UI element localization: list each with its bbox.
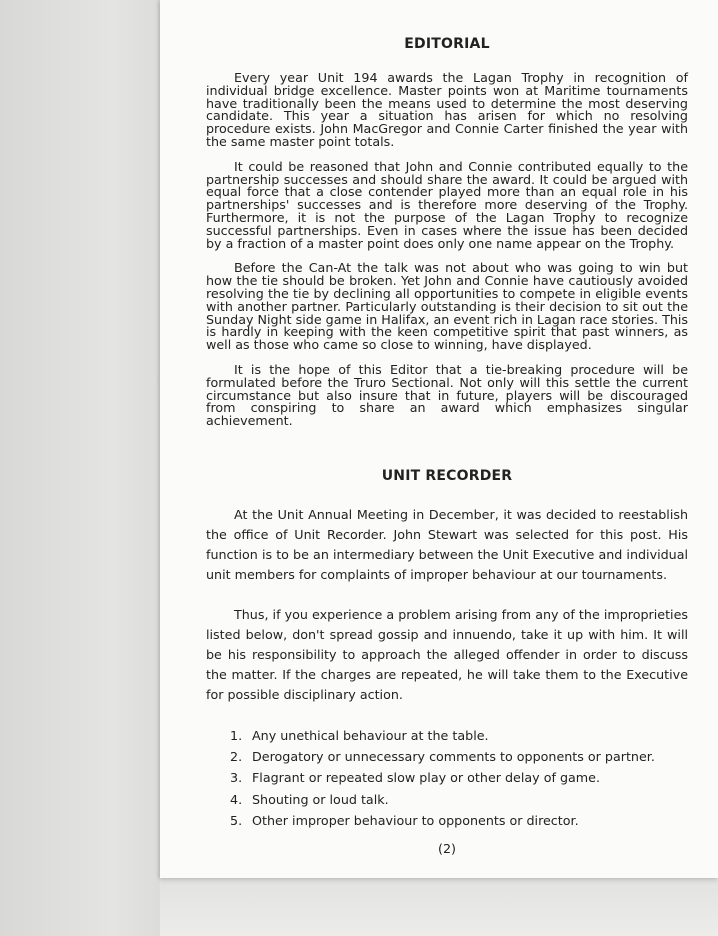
- editorial-paragraph-3: Before the Can-At the talk was not about who was going to win but how the tie should be broken. Yet John and Connie have cautiously avoided resolving the tie by declining all opportunities to compete in eligible events with another partner. Particularly outstanding is their decision to sit out the Sunday Night side game in Halifax, an event rich in Lagan race stories. This is hardly in keeping with the keen competitive spirit that past winners, as well as those who came so close to winning, have displayed.: [206, 260, 688, 353]
- list-item-text: Other improper behaviour to opponents or director.: [252, 812, 579, 828]
- editorial-paragraph-4: It is the hope of this Editor that a tie-breaking procedure will be formulated before the Truro Sectional. Not only will this settle the current circumstance but also insure that in future, players will be discouraged from conspiring to share an award which emphasizes singular achievement.: [206, 361, 688, 429]
- unit-recorder-paragraph-1: At the Unit Annual Meeting in December, it was decided to reestablish the office of Unit Recorder. John Stewart was selected for this post. His function is to be an intermediary between the Unit Executive and individual unit members for complaints of improper behaviour at our tournaments.: [206, 506, 688, 582]
- list-item-text: Shouting or loud talk.: [252, 791, 389, 807]
- document-page: [160, 0, 718, 878]
- list-item-number: 5.: [230, 812, 243, 828]
- list-item-number: 4.: [230, 791, 243, 807]
- list-item-text: Flagrant or repeated slow play or other delay of game.: [252, 770, 600, 786]
- page-number: (2): [438, 840, 456, 856]
- list-item: [230, 767, 688, 788]
- list-item: [230, 810, 688, 831]
- list-item: [230, 789, 688, 810]
- list-item-number: 1.: [230, 727, 243, 743]
- unit-recorder-title: UNIT RECORDER: [381, 467, 513, 484]
- list-item-text: Derogatory or unnecessary comments to opponents or partner.: [252, 749, 655, 765]
- editorial-title: EDITORIAL: [404, 36, 490, 52]
- editorial-paragraph-2: It could be reasoned that John and Connie contributed equally to the partnership successes and should share the award. It could be argued with equal force that a close contender played more than an equal role in his partnerships' successes and is therefore more deserving of the Trophy. Furthermore, it is not the purpose of the Lagan Trophy to recognize successful partnerships. Even in cases where the issue has been decided by a fraction of a master point does only one name appear on the Trophy.: [206, 158, 688, 251]
- list-item: [230, 746, 688, 767]
- list-item-text: Any unethical behaviour at the table.: [252, 727, 489, 743]
- page-content: [206, 36, 688, 856]
- editorial-paragraph-1: Every year Unit 194 awards the Lagan Trophy in recognition of individual bridge excellence. Master points won at Maritime tournaments have traditionally been the means used to determine the most deserving candidate. This year a situation has arisen for which no resolving procedure exists. John MacGregor and Connie Carter finished the year with the same master point totals.: [206, 70, 688, 149]
- background-left: [0, 0, 160, 936]
- background-bottom: [160, 878, 718, 936]
- list-item: [230, 725, 688, 746]
- list-item-number: 2.: [230, 749, 243, 765]
- list-item-number: 3.: [230, 770, 243, 786]
- improprieties-list: [206, 725, 688, 831]
- unit-recorder-paragraph-2: Thus, if you experience a problem arising from any of the improprieties listed below, don't spread gossip and innuendo, take it up with him. It will be his responsibility to approach the alleged offender in order to discuss the matter. If the charges are repeated, he will take them to the Executive for possible disciplinary action.: [206, 606, 688, 702]
